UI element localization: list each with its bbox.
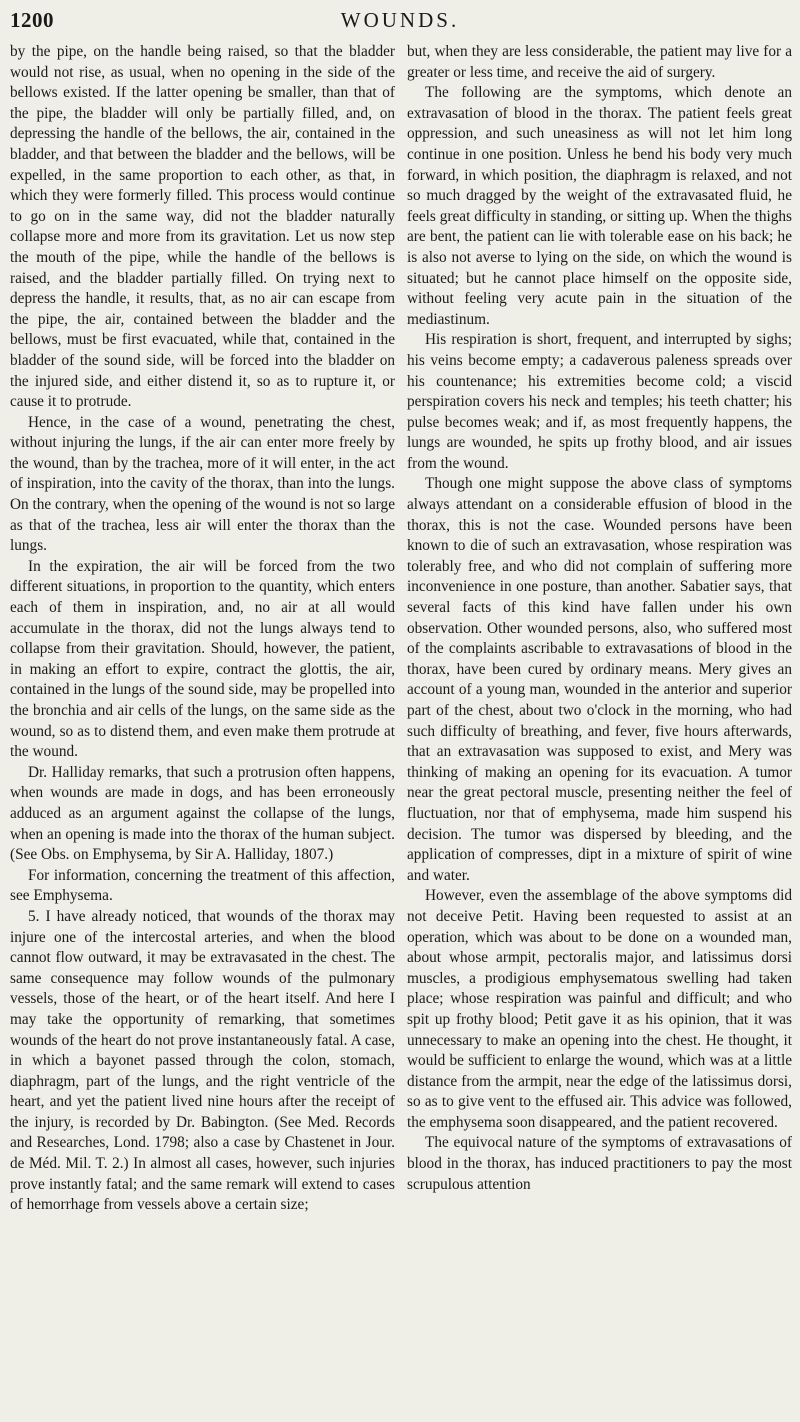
paragraph: but, when they are less considerable, the patient may live for a greater or less time, and receive the aid of surgery.: [407, 43, 792, 81]
paragraph: In the expiration, the air will be forced from the two different situations, in proportion to the quantity, which enters each of them in inspiration, and, no air at all would accumulate in the thorax, did not the lungs always tend to collapse from their gravitation. Should, however, the patient, in making an effort to expire, contract the glottis, the air, contained in the lungs of the sound side, may be propelled into the bronchia and air cells of the lungs, on the same side as the wound, so as to distend them, and even make them protrude at the wound.: [10, 557, 395, 761]
page-header: [10, 8, 790, 38]
right-column: [407, 42, 792, 1412]
paragraph: 5. I have already noticed, that wounds of the thorax may injure one of the intercostal arteries, and when the blood cannot flow outward, it may be extravasated in the chest. The same consequence may follow wounds of the pulmonary vessels, those of the heart, or of the heart itself. And here I may take the opportunity of remarking, that sometimes wounds of the heart do not prove instantaneously fatal. A case, in which a bayonet passed through the colon, stomach, diaphragm, part of the lungs, and the right ventricle of the heart, and yet the patient lived nine hours after the receipt of the injury, is recorded by Dr. Babington. (See Med. Records and Researches, Lond. 1798; also a case by Chastenet in Jour. de Méd. Mil. T. 2.) In almost all cases, however, such injuries prove instantly fatal; and the same remark will extend to cases of hemorrhage from vessels above a certain size;: [10, 907, 395, 1214]
paragraph: Hence, in the case of a wound, penetrating the chest, without injuring the lungs, if the air can enter more freely by the wound, than by the trachea, more of it will enter, in the act of inspiration, into the cavity of the thorax, than into the lungs. On the contrary, when the opening of the wound is not so large as that of the trachea, less air will enter the thorax than the lungs.: [10, 413, 395, 555]
text-columns: [10, 42, 792, 1412]
paragraph: Though one might suppose the above class of symptoms always attendant on a considerable effusion of blood in the thorax, this is not the case. Wounded persons have been known to die of such an extravasation, whose respiration was tolerably free, and who did not complain of suffering more inconvenience in one posture, than another. Sabatier says, that several facts of this kind have fallen under his own observation. Other wounded persons, also, who suffered most of the complaints ascribable to extravasations of blood in the thorax, have been cured by ordinary means. Mery gives an account of a young man, wounded in the anterior and superior part of the chest, about two o'clock in the morning, who had such difficulty of breathing, and fever, five hours afterwards, that an extravasation was supposed to exist, and Mery was thinking of making an opening for its evacuation. A tumor near the great pectoral muscle, presenting neither the feel of fluctuation, nor that of emphysema, made him suspend his decision. The tumor was dispersed by bleeding, and the application of compresses, dipt in a mixture of spirit of wine and water.: [407, 475, 792, 884]
page-number: 1200: [10, 8, 54, 32]
paragraph: Dr. Halliday remarks, that such a protrusion often happens, when wounds are made in dogs, and has been erroneously adduced as an argument against the collapse of the lungs, when an opening is made into the thorax of the human subject. (See Obs. on Emphysema, by Sir A. Halliday, 1807.): [10, 763, 395, 864]
paragraph: However, even the assemblage of the above symptoms did not deceive Petit. Having been requested to assist at an operation, which was about to be done on a wounded man, about whose armpit, pectoralis major, and latissimus dorsi muscles, a prodigious emphysematous swelling had taken place; whose respiration was painful and difficult; and who spit up frothy blood; Petit gave it as his opinion, that it was unnecessary to make an opening into the chest. He thought, it would be sufficient to enlarge the wound, which was at a little distance from the armpit, near the edge of the latissimus dorsi, so as to give vent to the effused air. This advice was followed, the emphysema soon disappeared, and the patient recovered.: [407, 887, 792, 1131]
paragraph: by the pipe, on the handle being raised, so that the bladder would not rise, as usual, when no opening in the side of the bellows existed. If the latter opening be smaller, than that of the pipe, the bladder will only be partially filled, and, on depressing the handle of the bellows, the air, contained in the bladder, and that between the bladder and the bellows, will be expelled, in the same proportion to each other, as that, in which they were formerly filled. This process would continue to go on in the same way, did not the bladder naturally collapse more and more from its gravitation. Let us now step the mouth of the pipe, while the handle of the bellows is raised, and the bladder partially filled. On trying next to depress the handle, it results, that, as no air can escape from the pipe, the air, contained between the bladder and the bellows, must be first evacuated, while that, contained in the bladder of the sound side, will be forced into the bladder on the injured side, and either distend it, so as to rupture it, or cause it to protrude.: [10, 43, 395, 411]
running-head: WOUNDS.: [340, 8, 460, 32]
paragraph: For information, concerning the treatment of this affection, see Emphysema.: [10, 866, 395, 905]
paragraph: The following are the symptoms, which denote an extravasation of blood in the thorax. The patient feels great oppression, and such uneasiness as will not let him long continue in one position. Unless he bend his body very much forward, in which position, the diaphragm is relaxed, and not so much dragged by the weight of the extravasated fluid, he feels great difficulty in standing, or sitting up. When the thighs are bent, the patient can lie with tolerable ease on his back; he is also not averse to lying on the side, on which the wound is situated; but he cannot place himself on the opposite side, without feeling very acute pain in the situation of the mediastinum.: [407, 84, 792, 328]
left-column: [10, 42, 395, 1412]
paragraph: The equivocal nature of the symptoms of extravasations of blood in the thorax, has induced practitioners to pay the most scrupulous attention: [407, 1134, 792, 1193]
paragraph: His respiration is short, frequent, and interrupted by sighs; his veins become empty; a cadaverous paleness spreads over his countenance; his extremities become cold; a viscid perspiration covers his neck and temples; his teeth chatter; his pulse becomes weak; and if, as most frequently happens, the lungs are wounded, he spits up frothy blood, and air issues from the wound.: [407, 331, 792, 472]
